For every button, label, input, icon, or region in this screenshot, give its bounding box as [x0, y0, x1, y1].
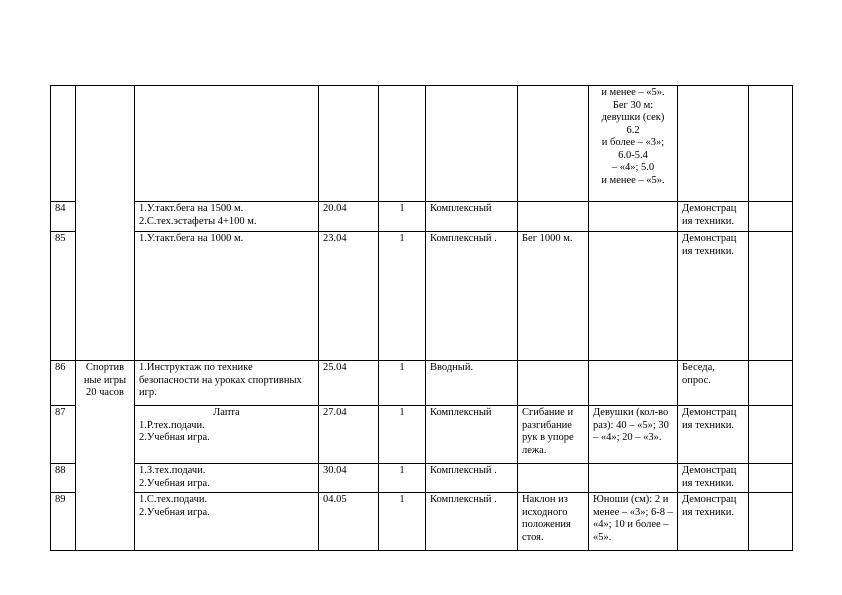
lesson-extra: [749, 493, 793, 551]
norm-line: 6.0-5.4: [618, 149, 648, 161]
content-line: 1.У.такт.бега на 1000 м.: [139, 233, 244, 244]
lesson-method: Демонстрац ия техники.: [678, 232, 749, 361]
content-line: 2.Учебная игра.: [139, 506, 210, 518]
lesson-hours: 1: [379, 464, 426, 493]
lesson-control: [518, 464, 589, 493]
lesson-hours: 1: [379, 202, 426, 232]
content-line: 1.У.такт.бега на 1500 м.: [139, 203, 244, 214]
norm-line: и более – «3»;: [601, 137, 665, 148]
lesson-hours: 1: [379, 493, 426, 551]
lesson-extra: [749, 406, 793, 464]
lesson-type: Комплексный: [426, 202, 518, 232]
norm-line: 6.2: [626, 124, 640, 136]
lesson-method: [678, 86, 749, 202]
lesson-method: Демонстрац ия техники.: [678, 464, 749, 493]
lesson-date: 04.05: [319, 493, 379, 551]
norm-line: и менее – «5».: [601, 174, 665, 186]
lesson-date: 27.04: [319, 406, 379, 464]
lesson-type: Комплексный .: [426, 464, 518, 493]
lesson-number: 89: [51, 493, 76, 551]
content-line: 2.Учебная игра.: [139, 432, 210, 443]
content-line: 1.З.тех.подачи.: [139, 465, 206, 476]
lesson-extra: [749, 86, 793, 202]
lesson-content: [135, 361, 319, 406]
lesson-number: 87: [51, 406, 76, 464]
lesson-number: [51, 86, 76, 202]
lesson-extra: [749, 361, 793, 406]
lesson-date: 23.04: [319, 232, 379, 361]
lesson-content: [135, 406, 319, 464]
lesson-control: [518, 361, 589, 406]
table-row: [51, 464, 793, 493]
content-line: 1.Р.тех.подачи.: [139, 419, 205, 431]
lesson-content: [135, 493, 319, 551]
lesson-hours: 1: [379, 361, 426, 406]
lesson-number: 86: [51, 361, 76, 406]
lesson-type: [426, 86, 518, 202]
table-row: [51, 361, 793, 406]
lesson-extra: [749, 232, 793, 361]
lesson-control: Сгибание и разгибание рук в упоре лежа.: [518, 406, 589, 464]
lesson-norms: [589, 464, 678, 493]
lesson-date: 25.04: [319, 361, 379, 406]
lesson-extra: [749, 464, 793, 493]
lesson-content: [135, 202, 319, 232]
section-cell-empty: [76, 86, 135, 361]
norm-line: Бег 30 м:: [612, 99, 654, 111]
lesson-type: Комплексный .: [426, 493, 518, 551]
lesson-method: Демонстрац ия техники.: [678, 493, 749, 551]
lesson-norms: [589, 86, 678, 202]
lesson-date: 20.04: [319, 202, 379, 232]
lesson-hours: 1: [379, 232, 426, 361]
lesson-norms: Девушки (кол-во раз): 40 – «5»; 30 – «4»; 20 – «3».: [589, 406, 678, 464]
content-line: 1.Инструктаж по технике безопасности на уроках спортивных игр.: [139, 362, 302, 398]
section-title: Спортив ные игры: [83, 362, 127, 386]
content-line: 2.Учебная игра.: [139, 477, 210, 489]
lesson-control: Наклон из исходного положения стоя.: [518, 493, 589, 551]
lesson-content: [135, 232, 319, 361]
lesson-method: Беседа, опрос.: [678, 361, 749, 406]
lesson-date: 30.04: [319, 464, 379, 493]
content-line: 1.С.тех.подачи.: [139, 494, 208, 505]
lesson-method: Демонстрац ия техники.: [678, 202, 749, 232]
content-line: 2.С.тех.эстафеты 4+100 м.: [139, 215, 257, 227]
table-row: [51, 86, 793, 202]
lesson-norms: [589, 232, 678, 361]
lesson-extra: [749, 202, 793, 232]
section-hours: 20 часов: [86, 387, 124, 398]
table-row: [51, 202, 793, 232]
lesson-number: 84: [51, 202, 76, 232]
lesson-norms: [589, 202, 678, 232]
lesson-date: [319, 86, 379, 202]
content-title: Лапта: [213, 407, 240, 418]
lesson-content: [135, 86, 319, 202]
norm-line: – «4»; 5.0: [611, 162, 655, 173]
lesson-hours: [379, 86, 426, 202]
lesson-content: [135, 464, 319, 493]
lesson-control: [518, 202, 589, 232]
table-row: [51, 493, 793, 551]
table-row: [51, 232, 793, 361]
lesson-control: Бег 1000 м.: [518, 232, 589, 361]
lesson-plan-table: [50, 85, 793, 551]
lesson-norms: [589, 361, 678, 406]
lesson-method: Демонстрац ия техники.: [678, 406, 749, 464]
lesson-number: 85: [51, 232, 76, 361]
lesson-type: Комплексный: [426, 406, 518, 464]
lesson-number: 88: [51, 464, 76, 493]
table-row: [51, 406, 793, 464]
lesson-type: Комплексный .: [426, 232, 518, 361]
lesson-control: [518, 86, 589, 202]
lesson-norms: Юноши (см): 2 и менее – «3»; 6-8 – «4»; 10 и более – «5».: [589, 493, 678, 551]
norm-line: и менее – «5».: [601, 87, 665, 98]
lesson-hours: 1: [379, 406, 426, 464]
lesson-type: Вводный.: [426, 361, 518, 406]
section-title-cell: [76, 361, 135, 551]
norm-line: девушки (сек): [601, 112, 665, 123]
